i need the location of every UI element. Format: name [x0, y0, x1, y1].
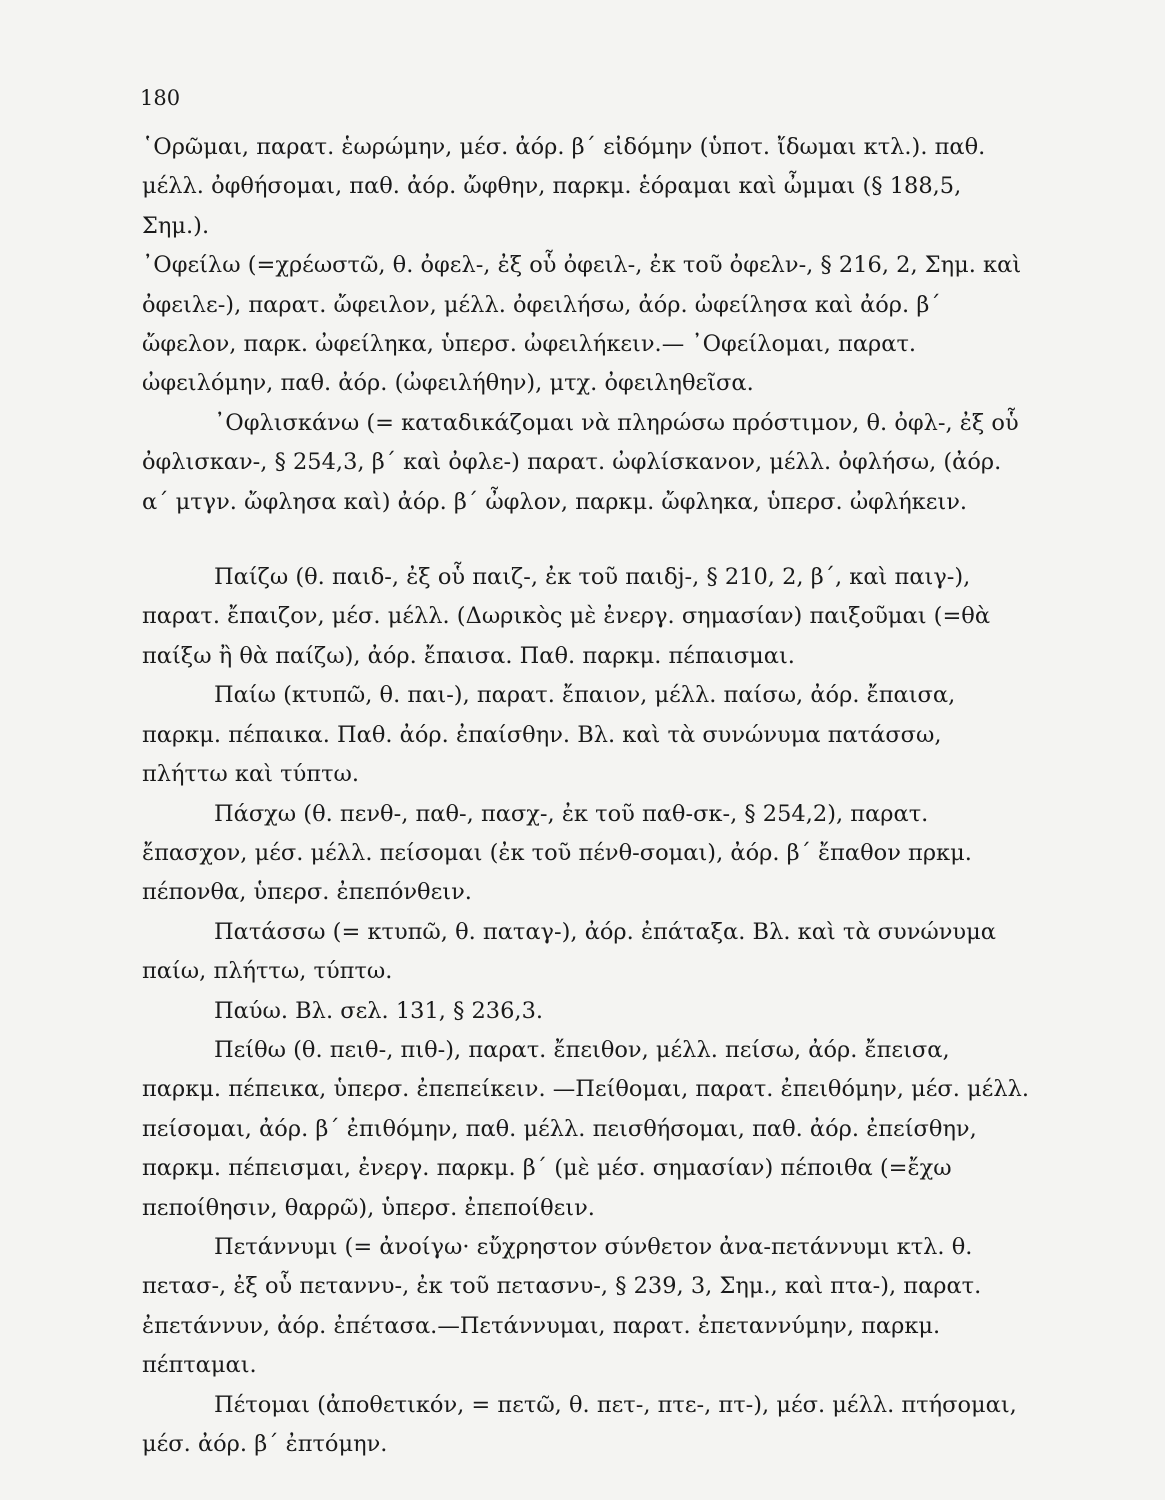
entry-paio: Παίω (κτυπῶ, θ. παι-), παρατ. ἔπαιον, μέλλ. παίσω, ἀόρ. ἔπαισα, παρκμ. πέπαικα. Παθ. ἀόρ. ἐπαίσθην. Βλ. καὶ τὰ συνώνυμα πατάσσω, πλήττω καὶ τύπτω.	[142, 682, 956, 788]
entry-petannymi: Πετάννυμι (= ἀνοίγω· εὔχρηστον σύνθετον ἀνα-πετάννυμι κτλ. θ. πετασ-, ἐξ οὗ πεταννυ-, ἐκ τοῦ πετασνυ-, § 239, 3, Σημ., καὶ πτα-), παρατ. ἐπετάννυν, ἀόρ. ἐπέτασα.—Πετάννυμαι, παρατ. ἐπεταννύμην, παρκμ. πέπταμαι.	[142, 1233, 982, 1379]
dictionary-text	[142, 128, 1032, 1464]
entry-patasso: Πατάσσω (= κτυπῶ, θ. παταγ-), ἀόρ. ἐπάταξα. Βλ. καὶ τὰ συνώνυμα παίω, πλήττω, τύπτω.	[142, 918, 996, 985]
entry-pauo: Παύω. Βλ. σελ. 131, § 236,3.	[214, 997, 544, 1024]
entry-petomai: Πέτομαι (ἀποθετικόν, = πετῶ, θ. πετ-, πτε-, πτ-), μέσ. μέλλ. πτήσομαι, μέσ. ἀόρ. β΄ ἐπτόμην.	[142, 1391, 1017, 1457]
page-number: 180	[140, 86, 181, 110]
entry-oflishkano: ᾿Οφλισκάνω (= καταδικάζομαι νὰ πληρώσω πρόστιμον, θ. ὀφλ-, ἐξ οὗ ὀφλισκαν-, § 254,3, β΄ καὶ ὀφλε-) παρατ. ὠφλίσκανον, μέλλ. ὀφλήσω, (ἀόρ. α΄ μτγν. ὤφλησα καὶ) ἀόρ. β΄ ὦφλον, παρκμ. ὤφληκα, ὑπερσ. ὠφλήκειν.	[142, 409, 1019, 515]
entry-peitho: Πείθω (θ. πειθ-, πιθ-), παρατ. ἔπειθον, μέλλ. πείσω, ἀόρ. ἔπεισα, παρκμ. πέπεικα, ὑπερσ. ἐπεπείκειν. —Πείθομαι, παρατ. ἐπειθόμην, μέσ. μέλλ. πείσομαι, ἀόρ. β΄ ἐπιθόμην, παθ. μέλλ. πεισθήσομαι, παθ. ἀόρ. ἐπείσθην, παρκμ. πέπεισμαι, ἐνεργ. παρκμ. β΄ (μὲ μέσ. σημασίαν) πέποιθα (=ἔχω πεποίθησιν, θαρρῶ), ὑπερσ. ἐπεποίθειν.	[142, 1036, 1029, 1221]
entry-oromai: ῾Ορῶμαι, παρατ. ἑωρώμην, μέσ. ἀόρ. β΄ εἰδόμην (ὑποτ. ἴδωμαι κτλ.). παθ. μέλλ. ὀφθήσομαι, παθ. ἀόρ. ὤφθην, παρκμ. ἑόραμαι καὶ ὦμμαι (§ 188,5, Σημ.).	[142, 134, 986, 239]
entry-paizo: Παίζω (θ. παιδ-, ἐξ οὗ παιζ-, ἐκ τοῦ παιδj-, § 210, 2, β΄, καὶ παιγ-), παρατ. ἔπαιζον, μέσ. μέλλ. (Δωρικὸς μὲ ἐνεργ. σημασίαν) παιξοῦμαι (=θὰ παίξω ἢ θὰ παίζω), ἀόρ. ἔπαισα. Παθ. παρκμ. πέπαισμαι.	[142, 564, 991, 669]
entry-pascho: Πάσχω (θ. πενθ-, παθ-, πασχ-, ἐκ τοῦ παθ-σκ-, § 254,2), παρατ. ἔπασχον, μέσ. μέλλ. πείσομαι (ἐκ τοῦ πένθ-σομαι), ἀόρ. β΄ ἔπαθον πρκμ. πέπονθα, ὑπερσ. ἐπεπόνθειν.	[142, 800, 972, 906]
section-gap	[142, 522, 1032, 558]
entry-ofeilo: ᾿Οφείλω (=χρέωστῶ, θ. ὀφελ-, ἐξ οὗ ὀφειλ-, ἐκ τοῦ ὀφελν-, § 216, 2, Σημ. καὶ ὀφειλε-), παρατ. ὤφειλον, μέλλ. ὀφειλήσω, ἀόρ. ὠφείλησα καὶ ἀόρ. β΄ ὤφελον, παρκ. ὠφείληκα, ὑπερσ. ὠφειλήκειν.— ᾿Οφείλομαι, παρατ. ὠφειλόμην, παθ. ἀόρ. (ὠφειλήθην), μτχ. ὀφειληθεῖσα.	[142, 252, 1022, 397]
